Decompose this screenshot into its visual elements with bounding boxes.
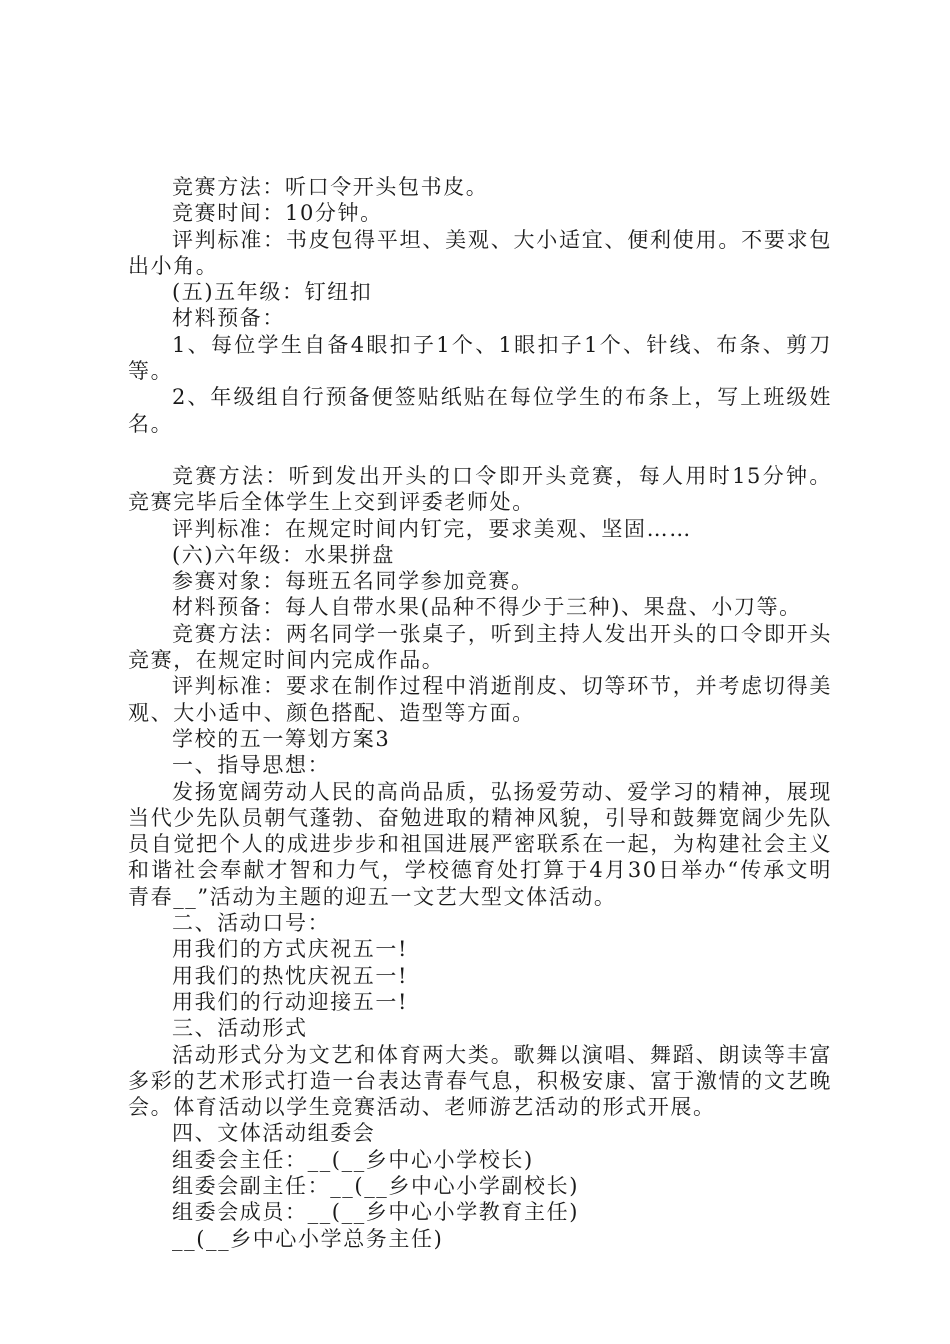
paragraph: 竞赛时间：10分钟。 [172,201,383,226]
paragraph: 竞赛方法：两名同学一张桌子，听到主持人发出开头的口令即开头竞赛，在规定时间内完成作品。 [128,621,832,673]
section-heading: 四、文体活动组委会 [172,1121,376,1146]
slogan-line: 用我们的方式庆祝五一! [172,937,409,962]
section-heading: 二、活动口号： [172,911,331,936]
paragraph: 评判标准：要求在制作过程中消逝削皮、切等环节，并考虑切得美观、大小适中、颜色搭配、造型等方面。 [128,674,832,725]
paragraph: 1、每位学生自备4眼扣子1个、1眼扣子1个、针线、布条、剪刀等。 [128,332,832,384]
paragraph: 竞赛方法：听到发出开头的口令即开头竞赛，每人用时15分钟。竞赛完毕后全体学生上交到评委老师处。 [128,463,832,515]
document-body [128,174,832,1252]
document-title: 学校的五一筹划方案3 [172,726,391,751]
committee-line: __(__乡中心小学总务主任) [172,1226,444,1251]
slogan-line: 用我们的行动迎接五一! [172,989,409,1014]
paragraph: 发扬宽阔劳动人民的高尚品质，弘扬爱劳动、爱学习的精神，展现当代少先队员朝气蓬勃、奋勉进取的精神风貌，引导和鼓舞宽阔少先队员自觉把个人的成进步步和祖国进展严密联系在一起，为构建社会主义和谐社会奉献才智和力气，学校德育处打算于4月30日举办“传承文明 青春__”活动为主题的迎五一文艺大型文体活动。 [128,779,832,909]
section-heading: (六)六年级：水果拼盘 [172,542,395,567]
blank-line [128,437,832,463]
paragraph: 评判标准：在规定时间内钉完，要求美观、坚固…… [172,516,692,541]
paragraph: 材料预备：每人自带水果(品种不得少于三种)、果盘、小刀等。 [172,595,802,620]
section-heading: (五)五年级：钉纽扣 [172,280,373,305]
paragraph: 活动形式分为文艺和体育两大类。歌舞以演唱、舞蹈、朗读等丰富多彩的艺术形式打造一台表达青春气息，积极安康、富于激情的文艺晚会。体育活动以学生竞赛活动、老师游艺活动的形式开展。 [128,1042,832,1120]
paragraph: 2、年级组自行预备便签贴纸贴在每位学生的布条上，写上班级姓名。 [128,385,832,436]
section-heading: 一、指导思想： [172,753,331,778]
committee-line: 组委会成员：__(__乡中心小学教育主任) [172,1200,579,1225]
paragraph: 参赛对象：每班五名同学参加竞赛。 [172,569,534,594]
slogan-line: 用我们的热忱庆祝五一! [172,963,409,988]
section-heading: 三、活动形式 [172,1016,308,1041]
paragraph: 材料预备： [172,306,285,331]
committee-line: 组委会主任：__(__乡中心小学校长) [172,1147,534,1172]
paragraph: 竞赛方法：听口令开头包书皮。 [172,175,489,199]
paragraph: 评判标准：书皮包得平坦、美观、大小适宜、便利使用。不要求包出小角。 [128,227,832,278]
committee-line: 组委会副主任：__(__乡中心小学副校长) [172,1173,579,1198]
